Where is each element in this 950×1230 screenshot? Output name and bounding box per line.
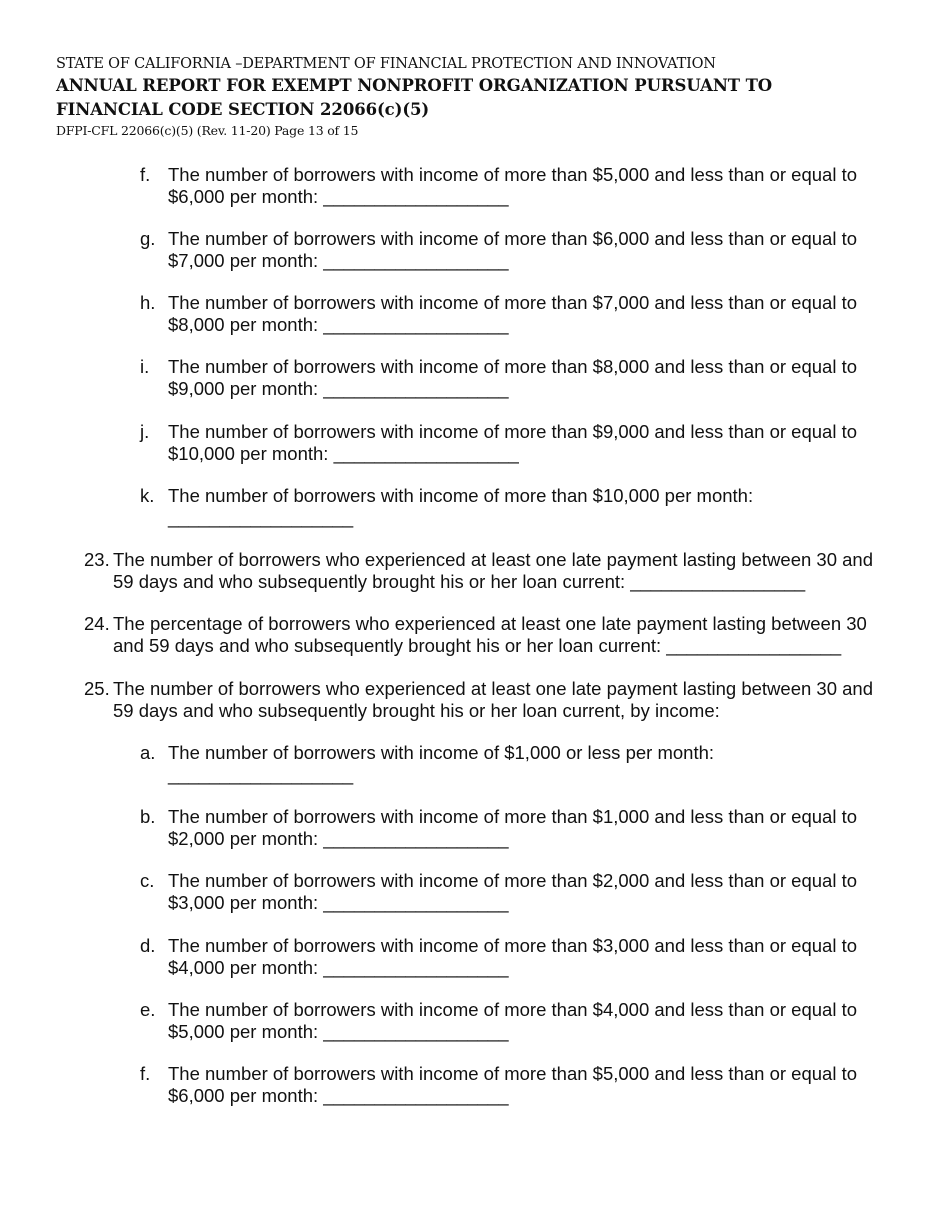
item-text: The number of borrowers with income of more than $8,000 and less than or equal to bbox=[168, 356, 857, 377]
item-label: e. bbox=[140, 999, 156, 1020]
item-answer-line[interactable]: __________________ bbox=[168, 506, 354, 528]
item-text: The number of borrowers with income of more than $6,000 and less than or equal to bbox=[168, 228, 857, 249]
item-text: The number of borrowers with income of more than $7,000 and less than or equal to bbox=[168, 292, 857, 313]
item-text: The number of borrowers with income of more than $1,000 and less than or equal to bbox=[168, 806, 857, 827]
item-answer-line[interactable]: $6,000 per month: __________________ bbox=[168, 1084, 509, 1106]
question-number: 24. bbox=[84, 613, 110, 634]
item-answer-line[interactable]: $8,000 per month: __________________ bbox=[168, 313, 509, 335]
item-text: The number of borrowers with income of $1,000 or less per month: bbox=[168, 742, 715, 763]
report-title-line-2: FINANCIAL CODE SECTION 22066(c)(5) bbox=[56, 100, 430, 119]
form-number-page: DFPI-CFL 22066(c)(5) (Rev. 11-20) Page 13 of 15 bbox=[56, 123, 359, 138]
item-answer-line[interactable]: $10,000 per month: __________________ bbox=[168, 442, 519, 464]
form-header bbox=[56, 55, 916, 140]
item-label: d. bbox=[140, 935, 156, 956]
question-answer-line[interactable]: 59 days and who subsequently brought his or her loan current: _________________ bbox=[113, 570, 806, 592]
agency-line: STATE OF CALIFORNIA –DEPARTMENT OF FINANCIAL PROTECTION AND INNOVATION bbox=[56, 56, 716, 72]
item-answer-line[interactable]: $9,000 per month: __________________ bbox=[168, 377, 509, 399]
item-text: The number of borrowers with income of more than $5,000 and less than or equal to bbox=[168, 164, 857, 185]
item-answer-line[interactable]: $2,000 per month: __________________ bbox=[168, 827, 509, 849]
item-answer-line[interactable]: $7,000 per month: __________________ bbox=[168, 249, 509, 271]
item-label: f. bbox=[140, 164, 151, 185]
item-label: c. bbox=[140, 870, 155, 891]
item-label: i. bbox=[140, 356, 150, 377]
item-answer-line[interactable]: $4,000 per month: __________________ bbox=[168, 956, 509, 978]
report-title-line-1: ANNUAL REPORT FOR EXEMPT NONPROFIT ORGANIZATION PURSUANT TO bbox=[56, 76, 773, 95]
item-label: f. bbox=[140, 1063, 151, 1084]
question-text: The number of borrowers who experienced at least one late payment lasting between 30 and bbox=[113, 678, 873, 699]
item-answer-line[interactable]: $5,000 per month: __________________ bbox=[168, 1020, 509, 1042]
item-text: The number of borrowers with income of more than $4,000 and less than or equal to bbox=[168, 999, 857, 1020]
item-text: The number of borrowers with income of more than $2,000 and less than or equal to bbox=[168, 870, 857, 891]
item-text: The number of borrowers with income of more than $9,000 and less than or equal to bbox=[168, 421, 857, 442]
item-answer-line[interactable]: __________________ bbox=[168, 763, 354, 785]
item-answer-line[interactable]: $3,000 per month: __________________ bbox=[168, 891, 509, 913]
item-label: j. bbox=[140, 421, 150, 442]
item-label: g. bbox=[140, 228, 156, 249]
item-text: The number of borrowers with income of more than $5,000 and less than or equal to bbox=[168, 1063, 857, 1084]
question-text: The percentage of borrowers who experienced at least one late payment lasting between 30 bbox=[113, 613, 867, 634]
item-text: The number of borrowers with income of more than $10,000 per month: bbox=[168, 485, 754, 506]
item-answer-line[interactable]: $6,000 per month: __________________ bbox=[168, 185, 509, 207]
item-label: h. bbox=[140, 292, 156, 313]
question-number: 25. bbox=[84, 678, 110, 699]
question-answer-line[interactable]: and 59 days and who subsequently brought his or her loan current: _________________ bbox=[113, 634, 842, 656]
item-text: The number of borrowers with income of more than $3,000 and less than or equal to bbox=[168, 935, 857, 956]
question-text: The number of borrowers who experienced at least one late payment lasting between 30 and bbox=[113, 549, 873, 570]
question-number: 23. bbox=[84, 549, 110, 570]
item-label: k. bbox=[140, 485, 155, 506]
item-label: b. bbox=[140, 806, 156, 827]
item-label: a. bbox=[140, 742, 156, 763]
question-text-continued: 59 days and who subsequently brought his or her loan current, by income: bbox=[113, 699, 720, 721]
